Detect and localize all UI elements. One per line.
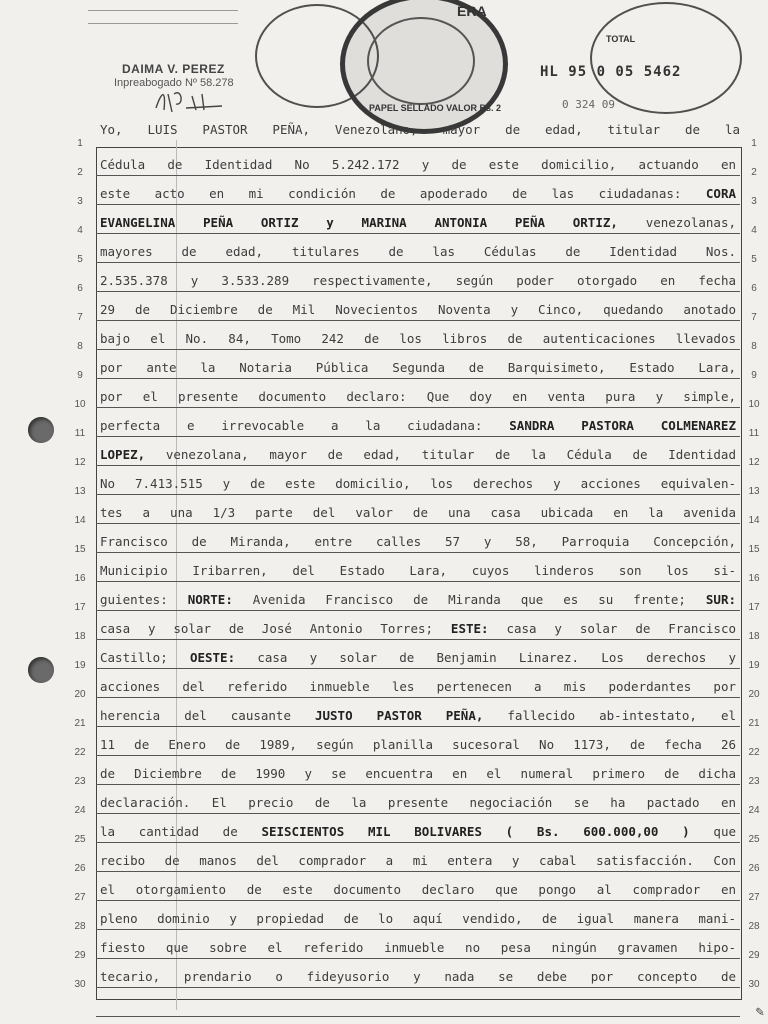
initials-mark: ✎ <box>755 1004 764 1020</box>
document-line <box>96 611 740 640</box>
line-number-right: 21 <box>748 718 760 729</box>
line-text <box>100 389 736 405</box>
line-number-left: 26 <box>74 863 86 874</box>
bold-text: ESTE: <box>450 621 489 636</box>
line-number-left: 4 <box>77 225 83 236</box>
document-line <box>96 698 740 727</box>
document-code: HL 95 0 05 5462 <box>540 64 682 80</box>
plain-text: 29 de Diciembre de Mil Novecientos Noventa y Cinco, quedando anotado <box>100 302 736 317</box>
line-text <box>100 824 736 840</box>
line-number-right: 24 <box>748 805 760 816</box>
line-number-right: 9 <box>751 370 757 381</box>
document-line <box>96 930 740 959</box>
line-number-left: 1 <box>77 138 83 149</box>
plain-text: casa y solar de Benjamin Linarez. Los derechos y <box>257 650 737 665</box>
line-text <box>100 911 736 927</box>
line-number-right: 26 <box>748 863 760 874</box>
line-text <box>100 766 736 782</box>
line-number-right: 8 <box>751 341 757 352</box>
punch-hole <box>28 417 54 443</box>
plain-text: casa y solar de José Antonio Torres; <box>100 621 434 636</box>
line-text <box>100 737 736 753</box>
plain-text: No 7.413.515 y de este domicilio, los derechos y acciones equivalen- <box>100 476 736 491</box>
line-number-left: 3 <box>77 196 83 207</box>
line-text <box>100 302 736 318</box>
line-text <box>100 360 736 376</box>
plain-text: 11 de Enero de 1989, según planilla sucesoral No 1173, de fecha 26 <box>100 737 736 752</box>
plain-text: venezolana, mayor de edad, titular de la Cédula de Identidad <box>165 447 736 462</box>
stamp-text-bottom: PAPEL SELLADO VALOR Bs. 2 <box>369 103 502 113</box>
line-number-left: 25 <box>74 834 86 845</box>
line-number-right: 3 <box>751 196 757 207</box>
document-line <box>96 292 740 321</box>
plain-text: que <box>713 824 736 839</box>
line-number-left: 21 <box>74 718 86 729</box>
line-text <box>100 505 736 521</box>
plain-text: Castillo; <box>100 650 168 665</box>
document-line <box>96 350 740 379</box>
line-number-left: 12 <box>74 457 86 468</box>
document-line <box>96 466 740 495</box>
document-line <box>96 408 740 437</box>
sealed-paper-stamp <box>340 0 508 134</box>
bold-text: SEISCIENTOS MIL BOLIVARES ( Bs. 600.000,00 ) <box>261 824 690 839</box>
line-number-right: 10 <box>748 399 760 410</box>
plain-text: tecario, prendario o fideyusorio y nada se debe por concepto de <box>100 969 736 984</box>
document-line <box>96 147 740 176</box>
plain-text: Municipio Iribarren, del Estado Lara, cuyos linderos son los si- <box>100 563 736 578</box>
plain-text: fallecido ab-intestato, el <box>507 708 736 723</box>
line-text <box>100 447 736 463</box>
line-text <box>100 882 736 898</box>
plain-text: herencia del causante <box>100 708 291 723</box>
bold-text: NORTE: <box>187 592 233 607</box>
intro-line: Yo, LUIS PASTOR PEÑA, Venezolano, mayor de edad, titular de la <box>100 122 740 137</box>
plain-text: declaración. El precio de la presente negociación se ha pactado en <box>100 795 736 810</box>
plain-text: guientes: <box>100 592 168 607</box>
document-line <box>96 959 740 988</box>
line-number-right: 22 <box>748 747 760 758</box>
ruled-lines <box>96 147 740 1017</box>
line-number-right: 2 <box>751 167 757 178</box>
line-number-right: 16 <box>748 573 760 584</box>
line-number-left: 15 <box>74 544 86 555</box>
lawyer-registration: Inpreabogado Nº 58.278 <box>114 77 234 89</box>
line-number-left: 7 <box>77 312 83 323</box>
plain-text: venezolanas, <box>645 215 736 230</box>
document-line <box>96 901 740 930</box>
plain-text: por el presente documento declaro: Que doy en venta pura y simple, <box>100 389 736 404</box>
plain-text: casa y solar de Francisco <box>506 621 736 636</box>
plain-text: acciones del referido inmueble les pertenecen a mis poderdantes por <box>100 679 736 694</box>
line-number-left: 11 <box>74 428 86 439</box>
plain-text: de Diciembre de 1990 y se encuentra en el numeral primero de dicha <box>100 766 736 781</box>
header-form-lines <box>88 10 258 36</box>
line-text <box>100 186 736 202</box>
line-number-right: 20 <box>748 689 760 700</box>
line-number-right: 25 <box>748 834 760 845</box>
line-number-left: 30 <box>74 979 86 990</box>
signature-icon <box>152 86 232 116</box>
document-line <box>96 379 740 408</box>
line-number-right: 4 <box>751 225 757 236</box>
plain-text: pleno dominio y propiedad de lo aquí vendido, de igual manera mani- <box>100 911 736 926</box>
stamp-text-top: ERA <box>457 3 487 19</box>
line-number-right: 11 <box>748 428 760 439</box>
line-text <box>100 650 736 666</box>
document-line <box>96 234 740 263</box>
document-line <box>96 872 740 901</box>
line-number-left: 27 <box>74 892 86 903</box>
line-number-left: 9 <box>77 370 83 381</box>
line-number-right: 23 <box>748 776 760 787</box>
plain-text: Avenida Francisco de Miranda que es su frente; <box>252 592 686 607</box>
line-number-left: 28 <box>74 921 86 932</box>
line-number-right: 5 <box>751 254 757 265</box>
plain-text: 2.535.378 y 3.533.289 respectivamente, según poder otorgado en fecha <box>100 273 736 288</box>
line-number-right: 12 <box>748 457 760 468</box>
coat-of-arms-icon <box>367 17 475 105</box>
document-line <box>96 814 740 843</box>
document-line <box>96 176 740 205</box>
document-line <box>96 988 740 1017</box>
line-number-right: 29 <box>748 950 760 961</box>
plain-text: mayores de edad, titulares de las Cédulas de Identidad Nos. <box>100 244 736 259</box>
line-number-left: 24 <box>74 805 86 816</box>
line-text <box>100 157 736 173</box>
line-text <box>100 273 736 289</box>
plain-text: este acto en mi condición de apoderado de las ciudadanas: <box>100 186 682 201</box>
document-number: 0 324 09 <box>562 98 615 111</box>
bold-text: SANDRA PASTORA COLMENAREZ <box>509 418 736 433</box>
line-number-left: 14 <box>74 515 86 526</box>
line-text <box>100 244 736 260</box>
line-number-left: 13 <box>74 486 86 497</box>
bold-text: CORA <box>705 186 736 201</box>
plain-text: Francisco de Miranda, entre calles 57 y 58, Parroquia Concepción, <box>100 534 736 549</box>
document-line <box>96 205 740 234</box>
line-number-left: 17 <box>74 602 86 613</box>
line-text <box>100 534 736 550</box>
line-number-left: 22 <box>74 747 86 758</box>
line-number-left: 19 <box>74 660 86 671</box>
plain-text: tes a una 1/3 parte del valor de una casa ubicada en la avenida <box>100 505 736 520</box>
form-line <box>88 10 238 11</box>
line-number-right: 15 <box>748 544 760 555</box>
bold-text: JUSTO PASTOR PEÑA, <box>314 708 484 723</box>
document-line <box>96 756 740 785</box>
line-number-left: 20 <box>74 689 86 700</box>
line-number-right: 6 <box>751 283 757 294</box>
line-text <box>100 592 736 608</box>
line-number-right: 13 <box>748 486 760 497</box>
line-number-right: 19 <box>748 660 760 671</box>
line-number-left: 6 <box>77 283 83 294</box>
plain-text: Cédula de Identidad No 5.242.172 y de este domicilio, actuando en <box>100 157 736 172</box>
document-line <box>96 843 740 872</box>
line-text <box>100 621 736 637</box>
line-number-left: 29 <box>74 950 86 961</box>
plain-text: el otorgamiento de este documento declaro que pongo al comprador en <box>100 882 736 897</box>
line-number-left: 10 <box>74 399 86 410</box>
line-number-left: 16 <box>74 573 86 584</box>
line-text <box>100 708 736 724</box>
bold-text: SUR: <box>705 592 736 607</box>
bold-text: EVANGELINA PEÑA ORTIZ y MARINA ANTONIA PEÑA ORTIZ, <box>100 215 618 230</box>
document-line <box>96 553 740 582</box>
line-number-right: 30 <box>748 979 760 990</box>
line-text <box>100 679 736 695</box>
document-line <box>96 669 740 698</box>
document-line <box>96 321 740 350</box>
line-number-right: 1 <box>751 138 757 149</box>
document-line <box>96 263 740 292</box>
line-text <box>100 418 736 434</box>
line-number-right: 14 <box>748 515 760 526</box>
document-line <box>96 495 740 524</box>
document-line <box>96 582 740 611</box>
line-number-right: 18 <box>748 631 760 642</box>
bold-text: LOPEZ, <box>100 447 146 462</box>
line-number-left: 23 <box>74 776 86 787</box>
bold-text: OESTE: <box>189 650 236 665</box>
line-text <box>100 563 736 579</box>
line-number-left: 8 <box>77 341 83 352</box>
document-line <box>96 524 740 553</box>
plain-text: bajo el No. 84, Tomo 242 de los libros de autenticaciones llevados <box>100 331 736 346</box>
document-line <box>96 785 740 814</box>
line-text <box>100 331 736 347</box>
plain-text: perfecta e irrevocable a la ciudadana: <box>100 418 483 433</box>
line-text <box>100 476 736 492</box>
line-number-right: 28 <box>748 921 760 932</box>
plain-text: recibo de manos del comprador a mi entera y cabal satisfacción. Con <box>100 853 736 868</box>
line-number-left: 5 <box>77 254 83 265</box>
plain-text: la cantidad de <box>100 824 238 839</box>
stamp-total-label: TOTAL <box>606 34 636 44</box>
line-text <box>100 969 736 985</box>
line-number-right: 17 <box>748 602 760 613</box>
plain-text: por ante la Notaria Pública Segunda de Barquisimeto, Estado Lara, <box>100 360 736 375</box>
punch-hole <box>28 657 54 683</box>
document-line <box>96 640 740 669</box>
line-number-left: 18 <box>74 631 86 642</box>
document-line <box>96 727 740 756</box>
line-text <box>100 853 736 869</box>
document-line <box>96 437 740 466</box>
line-number-right: 27 <box>748 892 760 903</box>
line-text <box>100 940 736 956</box>
form-line <box>88 23 238 24</box>
lawyer-name: DAIMA V. PEREZ <box>122 62 225 76</box>
line-number-left: 2 <box>77 167 83 178</box>
plain-text: fiesto que sobre el referido inmueble no pesa ningún gravamen hipo- <box>100 940 736 955</box>
line-number-right: 7 <box>751 312 757 323</box>
line-text <box>100 215 736 231</box>
line-text <box>100 795 736 811</box>
